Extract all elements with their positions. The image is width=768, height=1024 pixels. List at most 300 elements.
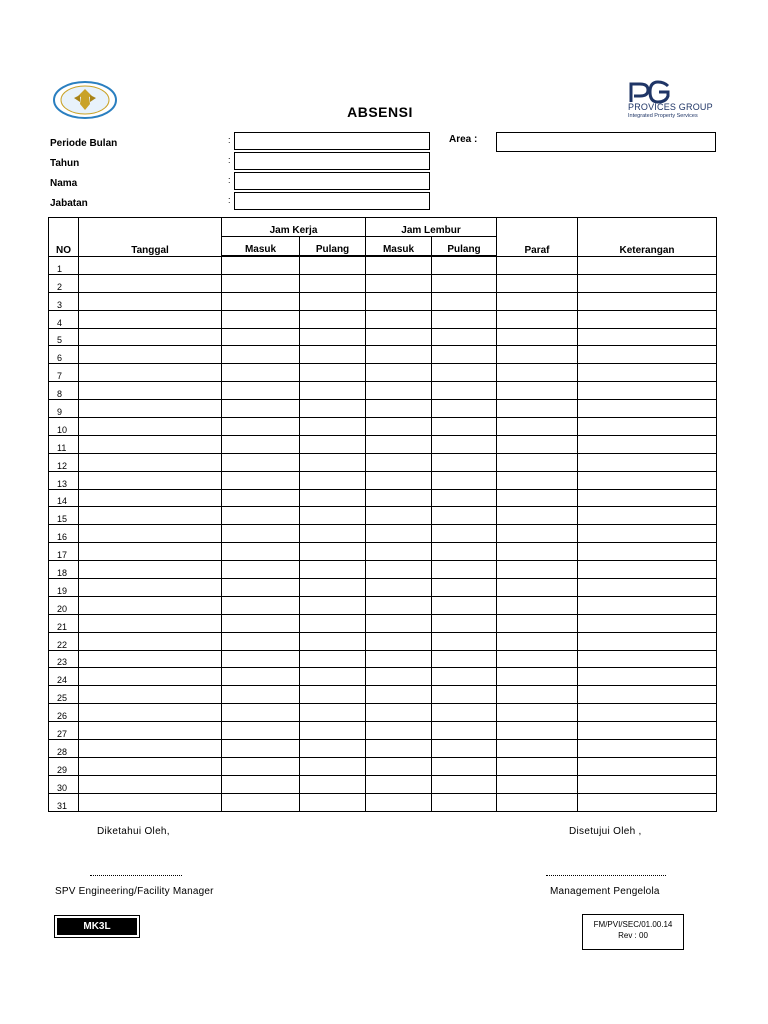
lembur-pulang-cell[interactable]	[432, 704, 497, 722]
kerja-masuk-cell[interactable]	[222, 256, 300, 274]
lembur-pulang-cell[interactable]	[432, 489, 497, 507]
paraf-cell[interactable]	[497, 364, 578, 382]
lembur-masuk-cell[interactable]	[366, 256, 432, 274]
lembur-masuk-cell[interactable]	[366, 668, 432, 686]
table-row	[49, 757, 717, 775]
kerja-pulang-cell[interactable]	[300, 775, 366, 793]
tanggal-cell[interactable]	[79, 507, 222, 525]
mk3l-badge	[54, 915, 140, 938]
row-number: 8	[49, 382, 79, 400]
kerja-masuk-cell[interactable]	[222, 400, 300, 418]
paraf-cell[interactable]	[497, 793, 578, 811]
keterangan-cell[interactable]	[578, 793, 717, 811]
approved-by-label: Disetujui Oleh ,	[569, 826, 642, 837]
row-number: 29	[49, 757, 79, 775]
table-row	[49, 793, 717, 811]
table-row	[49, 722, 717, 740]
lembur-pulang-cell[interactable]	[432, 507, 497, 525]
tanggal-cell[interactable]	[79, 596, 222, 614]
lembur-masuk-cell[interactable]	[366, 543, 432, 561]
kerja-pulang-cell[interactable]	[300, 400, 366, 418]
paraf-cell[interactable]	[497, 596, 578, 614]
row-number: 24	[49, 668, 79, 686]
paraf-cell[interactable]	[497, 632, 578, 650]
kerja-masuk-cell[interactable]	[222, 775, 300, 793]
keterangan-cell[interactable]	[578, 525, 717, 543]
kerja-pulang-cell[interactable]	[300, 722, 366, 740]
kerja-pulang-cell[interactable]	[300, 489, 366, 507]
field-label-jabatan: Jabatan	[50, 198, 88, 209]
lembur-pulang-cell[interactable]	[432, 722, 497, 740]
kerja-masuk-cell[interactable]	[222, 292, 300, 310]
kerja-pulang-cell[interactable]	[300, 328, 366, 346]
lembur-pulang-cell[interactable]	[432, 471, 497, 489]
keterangan-cell[interactable]	[578, 561, 717, 579]
jabatan-field[interactable]	[234, 192, 430, 210]
keterangan-cell[interactable]	[578, 292, 717, 310]
row-number: 6	[49, 346, 79, 364]
keterangan-cell[interactable]	[578, 471, 717, 489]
lembur-masuk-cell[interactable]	[366, 435, 432, 453]
lembur-masuk-cell[interactable]	[366, 614, 432, 632]
paraf-cell[interactable]	[497, 507, 578, 525]
table-row	[49, 507, 717, 525]
field-label-nama: Nama	[50, 178, 78, 189]
paraf-cell[interactable]	[497, 650, 578, 668]
kerja-masuk-cell[interactable]	[222, 704, 300, 722]
lembur-masuk-cell[interactable]	[366, 453, 432, 471]
tanggal-cell[interactable]	[79, 686, 222, 704]
lembur-masuk-cell[interactable]	[366, 525, 432, 543]
logo-tagline: Integrated Property Services	[628, 113, 698, 119]
lembur-masuk-cell[interactable]	[366, 489, 432, 507]
tanggal-cell[interactable]	[79, 525, 222, 543]
paraf-cell[interactable]	[497, 346, 578, 364]
lembur-pulang-cell[interactable]	[432, 364, 497, 382]
table-row	[49, 775, 717, 793]
kerja-masuk-cell[interactable]	[222, 650, 300, 668]
header-lembur-pulang: Pulang	[432, 237, 497, 257]
lembur-masuk-cell[interactable]	[366, 740, 432, 758]
header-keterangan: Keterangan	[578, 218, 717, 257]
keterangan-cell[interactable]	[578, 382, 717, 400]
tanggal-cell[interactable]	[79, 274, 222, 292]
keterangan-cell[interactable]	[578, 274, 717, 292]
tanggal-cell[interactable]	[79, 650, 222, 668]
lembur-masuk-cell[interactable]	[366, 274, 432, 292]
tahun-field[interactable]	[234, 152, 430, 170]
table-row	[49, 256, 717, 274]
form-code-box	[582, 914, 684, 950]
lembur-pulang-cell[interactable]	[432, 435, 497, 453]
row-number: 12	[49, 453, 79, 471]
lembur-pulang-cell[interactable]	[432, 274, 497, 292]
paraf-cell[interactable]	[497, 614, 578, 632]
header-jam-lembur: Jam Lembur	[366, 218, 497, 237]
area-field[interactable]	[496, 132, 716, 152]
right-signer-role: Management Pengelola	[550, 886, 660, 897]
kerja-pulang-cell[interactable]	[300, 292, 366, 310]
table-row	[49, 632, 717, 650]
paraf-cell[interactable]	[497, 740, 578, 758]
row-number: 11	[49, 435, 79, 453]
row-number: 3	[49, 292, 79, 310]
paraf-cell[interactable]	[497, 489, 578, 507]
row-number: 22	[49, 632, 79, 650]
kerja-pulang-cell[interactable]	[300, 596, 366, 614]
page-title: ABSENSI	[347, 104, 413, 120]
keterangan-cell[interactable]	[578, 507, 717, 525]
kerja-pulang-cell[interactable]	[300, 740, 366, 758]
tanggal-cell[interactable]	[79, 793, 222, 811]
tanggal-cell[interactable]	[79, 740, 222, 758]
kerja-masuk-cell[interactable]	[222, 579, 300, 597]
kerja-masuk-cell[interactable]	[222, 489, 300, 507]
header-lembur-masuk: Masuk	[366, 237, 432, 257]
lembur-masuk-cell[interactable]	[366, 579, 432, 597]
paraf-cell[interactable]	[497, 471, 578, 489]
kerja-masuk-cell[interactable]	[222, 507, 300, 525]
table-row	[49, 310, 717, 328]
lembur-masuk-cell[interactable]	[366, 310, 432, 328]
kerja-masuk-cell[interactable]	[222, 740, 300, 758]
lembur-masuk-cell[interactable]	[366, 757, 432, 775]
row-number: 19	[49, 579, 79, 597]
form-code: FM/PVI/SEC/01.00.14	[593, 920, 673, 929]
lembur-pulang-cell[interactable]	[432, 310, 497, 328]
table-row	[49, 418, 717, 436]
paraf-cell[interactable]	[497, 722, 578, 740]
lembur-masuk-cell[interactable]	[366, 793, 432, 811]
row-number: 28	[49, 740, 79, 758]
left-signature-line	[90, 875, 182, 876]
lembur-masuk-cell[interactable]	[366, 632, 432, 650]
lembur-pulang-cell[interactable]	[432, 596, 497, 614]
kerja-pulang-cell[interactable]	[300, 686, 366, 704]
keterangan-cell[interactable]	[578, 650, 717, 668]
lembur-pulang-cell[interactable]	[432, 740, 497, 758]
keterangan-cell[interactable]	[578, 579, 717, 597]
row-number: 21	[49, 614, 79, 632]
kerja-masuk-cell[interactable]	[222, 418, 300, 436]
paraf-cell[interactable]	[497, 525, 578, 543]
form-revision: Rev : 00	[618, 931, 648, 940]
kerja-pulang-cell[interactable]	[300, 793, 366, 811]
kerja-pulang-cell[interactable]	[300, 256, 366, 274]
kerja-pulang-cell[interactable]	[300, 453, 366, 471]
header-jam-kerja: Jam Kerja	[222, 218, 366, 237]
periode-bulan-field[interactable]	[234, 132, 430, 150]
lembur-pulang-cell[interactable]	[432, 453, 497, 471]
paraf-cell[interactable]	[497, 328, 578, 346]
kerja-pulang-cell[interactable]	[300, 471, 366, 489]
lembur-masuk-cell[interactable]	[366, 561, 432, 579]
table-row	[49, 364, 717, 382]
kerja-pulang-cell[interactable]	[300, 507, 366, 525]
table-row	[49, 346, 717, 364]
lembur-masuk-cell[interactable]	[366, 382, 432, 400]
kerja-masuk-cell[interactable]	[222, 614, 300, 632]
lembur-masuk-cell[interactable]	[366, 650, 432, 668]
field-colon: :	[228, 195, 231, 205]
lembur-masuk-cell[interactable]	[366, 346, 432, 364]
lembur-pulang-cell[interactable]	[432, 292, 497, 310]
lembur-masuk-cell[interactable]	[366, 471, 432, 489]
seal-icon	[52, 80, 118, 120]
tanggal-cell[interactable]	[79, 543, 222, 561]
lembur-masuk-cell[interactable]	[366, 722, 432, 740]
table-row	[49, 614, 717, 632]
keterangan-cell[interactable]	[578, 328, 717, 346]
provices-group-logo	[626, 80, 716, 122]
tanggal-cell[interactable]	[79, 579, 222, 597]
keterangan-cell[interactable]	[578, 757, 717, 775]
row-number: 7	[49, 364, 79, 382]
kerja-masuk-cell[interactable]	[222, 722, 300, 740]
kerja-masuk-cell[interactable]	[222, 543, 300, 561]
lembur-pulang-cell[interactable]	[432, 328, 497, 346]
table-row	[49, 274, 717, 292]
tanggal-cell[interactable]	[79, 614, 222, 632]
table-row	[49, 489, 717, 507]
lembur-masuk-cell[interactable]	[366, 400, 432, 418]
kerja-masuk-cell[interactable]	[222, 274, 300, 292]
lembur-masuk-cell[interactable]	[366, 328, 432, 346]
table-row	[49, 292, 717, 310]
keterangan-cell[interactable]	[578, 740, 717, 758]
kerja-pulang-cell[interactable]	[300, 310, 366, 328]
kerja-masuk-cell[interactable]	[222, 525, 300, 543]
tanggal-cell[interactable]	[79, 632, 222, 650]
row-number: 20	[49, 596, 79, 614]
lembur-pulang-cell[interactable]	[432, 793, 497, 811]
kerja-pulang-cell[interactable]	[300, 418, 366, 436]
paraf-cell[interactable]	[497, 543, 578, 561]
header-kerja-masuk: Masuk	[222, 237, 300, 257]
keterangan-cell[interactable]	[578, 722, 717, 740]
table-row	[49, 668, 717, 686]
kerja-pulang-cell[interactable]	[300, 346, 366, 364]
row-number: 31	[49, 793, 79, 811]
keterangan-cell[interactable]	[578, 614, 717, 632]
tanggal-cell[interactable]	[79, 256, 222, 274]
tanggal-cell[interactable]	[79, 561, 222, 579]
kerja-masuk-cell[interactable]	[222, 435, 300, 453]
paraf-cell[interactable]	[497, 704, 578, 722]
paraf-cell[interactable]	[497, 561, 578, 579]
lembur-pulang-cell[interactable]	[432, 775, 497, 793]
kerja-pulang-cell[interactable]	[300, 632, 366, 650]
lembur-pulang-cell[interactable]	[432, 668, 497, 686]
lembur-masuk-cell[interactable]	[366, 418, 432, 436]
kerja-masuk-cell[interactable]	[222, 364, 300, 382]
kerja-pulang-cell[interactable]	[300, 435, 366, 453]
paraf-cell[interactable]	[497, 256, 578, 274]
tanggal-cell[interactable]	[79, 722, 222, 740]
paraf-cell[interactable]	[497, 400, 578, 418]
tanggal-cell[interactable]	[79, 471, 222, 489]
kerja-masuk-cell[interactable]	[222, 596, 300, 614]
paraf-cell[interactable]	[497, 418, 578, 436]
kerja-pulang-cell[interactable]	[300, 579, 366, 597]
tanggal-cell[interactable]	[79, 453, 222, 471]
keterangan-cell[interactable]	[578, 310, 717, 328]
row-number: 17	[49, 543, 79, 561]
tanggal-cell[interactable]	[79, 757, 222, 775]
lembur-pulang-cell[interactable]	[432, 632, 497, 650]
paraf-cell[interactable]	[497, 382, 578, 400]
kerja-pulang-cell[interactable]	[300, 561, 366, 579]
lembur-pulang-cell[interactable]	[432, 382, 497, 400]
paraf-cell[interactable]	[497, 292, 578, 310]
paraf-cell[interactable]	[497, 453, 578, 471]
header-no: NO	[49, 218, 79, 257]
attendance-rows	[49, 256, 717, 811]
paraf-cell[interactable]	[497, 435, 578, 453]
keterangan-cell[interactable]	[578, 256, 717, 274]
keterangan-cell[interactable]	[578, 400, 717, 418]
table-row	[49, 471, 717, 489]
lembur-masuk-cell[interactable]	[366, 292, 432, 310]
kerja-masuk-cell[interactable]	[222, 561, 300, 579]
lembur-pulang-cell[interactable]	[432, 543, 497, 561]
kerja-masuk-cell[interactable]	[222, 686, 300, 704]
keterangan-cell[interactable]	[578, 418, 717, 436]
table-row	[49, 596, 717, 614]
row-number: 5	[49, 328, 79, 346]
kerja-masuk-cell[interactable]	[222, 793, 300, 811]
kerja-masuk-cell[interactable]	[222, 346, 300, 364]
row-number: 16	[49, 525, 79, 543]
field-colon: :	[228, 135, 231, 145]
table-row	[49, 686, 717, 704]
lembur-pulang-cell[interactable]	[432, 256, 497, 274]
table-row	[49, 650, 717, 668]
row-number: 18	[49, 561, 79, 579]
lembur-pulang-cell[interactable]	[432, 757, 497, 775]
tanggal-cell[interactable]	[79, 704, 222, 722]
table-row	[49, 561, 717, 579]
lembur-masuk-cell[interactable]	[366, 775, 432, 793]
row-number: 10	[49, 418, 79, 436]
organization-seal-logo	[52, 80, 118, 120]
table-row	[49, 400, 717, 418]
table-row	[49, 543, 717, 561]
keterangan-cell[interactable]	[578, 453, 717, 471]
tanggal-cell[interactable]	[79, 346, 222, 364]
kerja-pulang-cell[interactable]	[300, 382, 366, 400]
tanggal-cell[interactable]	[79, 400, 222, 418]
row-number: 25	[49, 686, 79, 704]
kerja-pulang-cell[interactable]	[300, 274, 366, 292]
tanggal-cell[interactable]	[79, 328, 222, 346]
nama-field[interactable]	[234, 172, 430, 190]
header-kerja-pulang: Pulang	[300, 237, 366, 257]
paraf-cell[interactable]	[497, 775, 578, 793]
table-row	[49, 453, 717, 471]
row-number: 2	[49, 274, 79, 292]
tanggal-cell[interactable]	[79, 668, 222, 686]
lembur-pulang-cell[interactable]	[432, 614, 497, 632]
tanggal-cell[interactable]	[79, 418, 222, 436]
tanggal-cell[interactable]	[79, 310, 222, 328]
tanggal-cell[interactable]	[79, 775, 222, 793]
kerja-masuk-cell[interactable]	[222, 757, 300, 775]
lembur-pulang-cell[interactable]	[432, 579, 497, 597]
logo-company-name: PROVICES GROUP	[628, 102, 713, 112]
lembur-masuk-cell[interactable]	[366, 686, 432, 704]
kerja-masuk-cell[interactable]	[222, 632, 300, 650]
field-colon: :	[228, 155, 231, 165]
kerja-masuk-cell[interactable]	[222, 453, 300, 471]
keterangan-cell[interactable]	[578, 543, 717, 561]
tanggal-cell[interactable]	[79, 382, 222, 400]
table-row	[49, 435, 717, 453]
keterangan-cell[interactable]	[578, 435, 717, 453]
lembur-pulang-cell[interactable]	[432, 346, 497, 364]
kerja-pulang-cell[interactable]	[300, 543, 366, 561]
keterangan-cell[interactable]	[578, 596, 717, 614]
keterangan-cell[interactable]	[578, 364, 717, 382]
paraf-cell[interactable]	[497, 686, 578, 704]
kerja-pulang-cell[interactable]	[300, 364, 366, 382]
kerja-pulang-cell[interactable]	[300, 614, 366, 632]
left-signer-role: SPV Engineering/Facility Manager	[55, 886, 214, 897]
lembur-pulang-cell[interactable]	[432, 418, 497, 436]
keterangan-cell[interactable]	[578, 775, 717, 793]
keterangan-cell[interactable]	[578, 489, 717, 507]
kerja-pulang-cell[interactable]	[300, 650, 366, 668]
kerja-masuk-cell[interactable]	[222, 668, 300, 686]
lembur-pulang-cell[interactable]	[432, 561, 497, 579]
kerja-pulang-cell[interactable]	[300, 757, 366, 775]
lembur-masuk-cell[interactable]	[366, 704, 432, 722]
paraf-cell[interactable]	[497, 668, 578, 686]
lembur-pulang-cell[interactable]	[432, 686, 497, 704]
keterangan-cell[interactable]	[578, 668, 717, 686]
lembur-pulang-cell[interactable]	[432, 525, 497, 543]
tanggal-cell[interactable]	[79, 364, 222, 382]
tanggal-cell[interactable]	[79, 435, 222, 453]
lembur-masuk-cell[interactable]	[366, 364, 432, 382]
kerja-pulang-cell[interactable]	[300, 668, 366, 686]
paraf-cell[interactable]	[497, 310, 578, 328]
keterangan-cell[interactable]	[578, 704, 717, 722]
field-label-tahun: Tahun	[50, 158, 80, 169]
tanggal-cell[interactable]	[79, 489, 222, 507]
keterangan-cell[interactable]	[578, 686, 717, 704]
tanggal-cell[interactable]	[79, 292, 222, 310]
kerja-pulang-cell[interactable]	[300, 525, 366, 543]
lembur-pulang-cell[interactable]	[432, 650, 497, 668]
kerja-masuk-cell[interactable]	[222, 310, 300, 328]
lembur-masuk-cell[interactable]	[366, 596, 432, 614]
right-signature-line	[546, 875, 666, 876]
kerja-masuk-cell[interactable]	[222, 382, 300, 400]
kerja-masuk-cell[interactable]	[222, 328, 300, 346]
kerja-pulang-cell[interactable]	[300, 704, 366, 722]
row-number: 4	[49, 310, 79, 328]
field-colon: :	[228, 175, 231, 185]
keterangan-cell[interactable]	[578, 632, 717, 650]
lembur-masuk-cell[interactable]	[366, 507, 432, 525]
paraf-cell[interactable]	[497, 579, 578, 597]
paraf-cell[interactable]	[497, 757, 578, 775]
lembur-pulang-cell[interactable]	[432, 400, 497, 418]
paraf-cell[interactable]	[497, 274, 578, 292]
kerja-masuk-cell[interactable]	[222, 471, 300, 489]
keterangan-cell[interactable]	[578, 346, 717, 364]
